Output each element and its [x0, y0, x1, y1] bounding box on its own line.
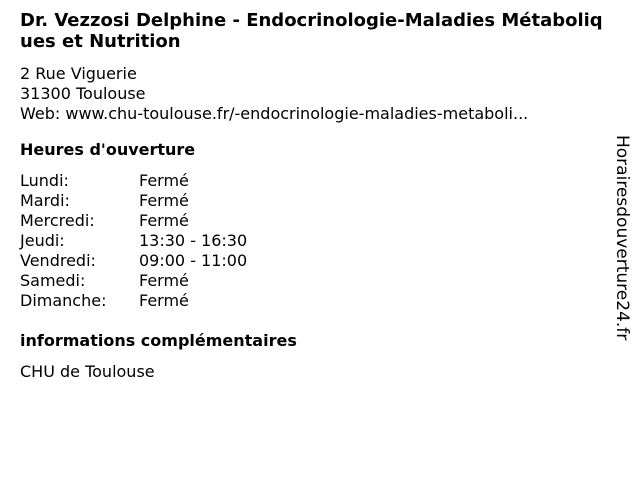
hours-day: Mardi:	[20, 191, 70, 210]
hours-time: Fermé	[139, 291, 189, 310]
hours-time: 13:30 - 16:30	[139, 231, 248, 250]
address-block	[20, 64, 610, 124]
hours-row-jeudi	[20, 231, 610, 251]
hours-day: Samedi:	[20, 271, 86, 290]
hours-heading: Heures d'ouverture	[20, 140, 196, 159]
hours-row-mardi	[20, 191, 610, 211]
hours-time: Fermé	[139, 191, 189, 210]
hours-day: Mercredi:	[20, 211, 95, 230]
hours-day: Lundi:	[20, 171, 69, 190]
hours-time: Fermé	[139, 271, 189, 290]
hours-row-samedi	[20, 271, 610, 291]
website-link[interactable]: Web: www.chu-toulouse.fr/-endocrinologie-maladies-metaboli...	[20, 104, 529, 123]
hours-time: Fermé	[139, 171, 189, 190]
business-title: Dr. Vezzosi Delphine - Endocrinologie-Maladies Métaboliques et Nutrition	[20, 10, 603, 52]
hours-time: 09:00 - 11:00	[139, 251, 248, 270]
hours-row-lundi	[20, 171, 610, 191]
hours-day: Jeudi:	[20, 231, 65, 250]
hours-table	[20, 171, 610, 311]
info-heading: informations complémentaires	[20, 331, 297, 350]
hours-time: Fermé	[139, 211, 189, 230]
hours-day: Dimanche:	[20, 291, 107, 310]
hours-row-mercredi	[20, 211, 610, 231]
business-card	[20, 10, 610, 382]
address-city: 31300 Toulouse	[20, 84, 146, 103]
brand-watermark: Horairesdouverture24.fr	[612, 135, 632, 341]
address-street: 2 Rue Viguerie	[20, 64, 137, 83]
hours-row-dimanche	[20, 291, 610, 311]
hours-row-vendredi	[20, 251, 610, 271]
info-text: CHU de Toulouse	[20, 362, 155, 381]
hours-day: Vendredi:	[20, 251, 96, 270]
